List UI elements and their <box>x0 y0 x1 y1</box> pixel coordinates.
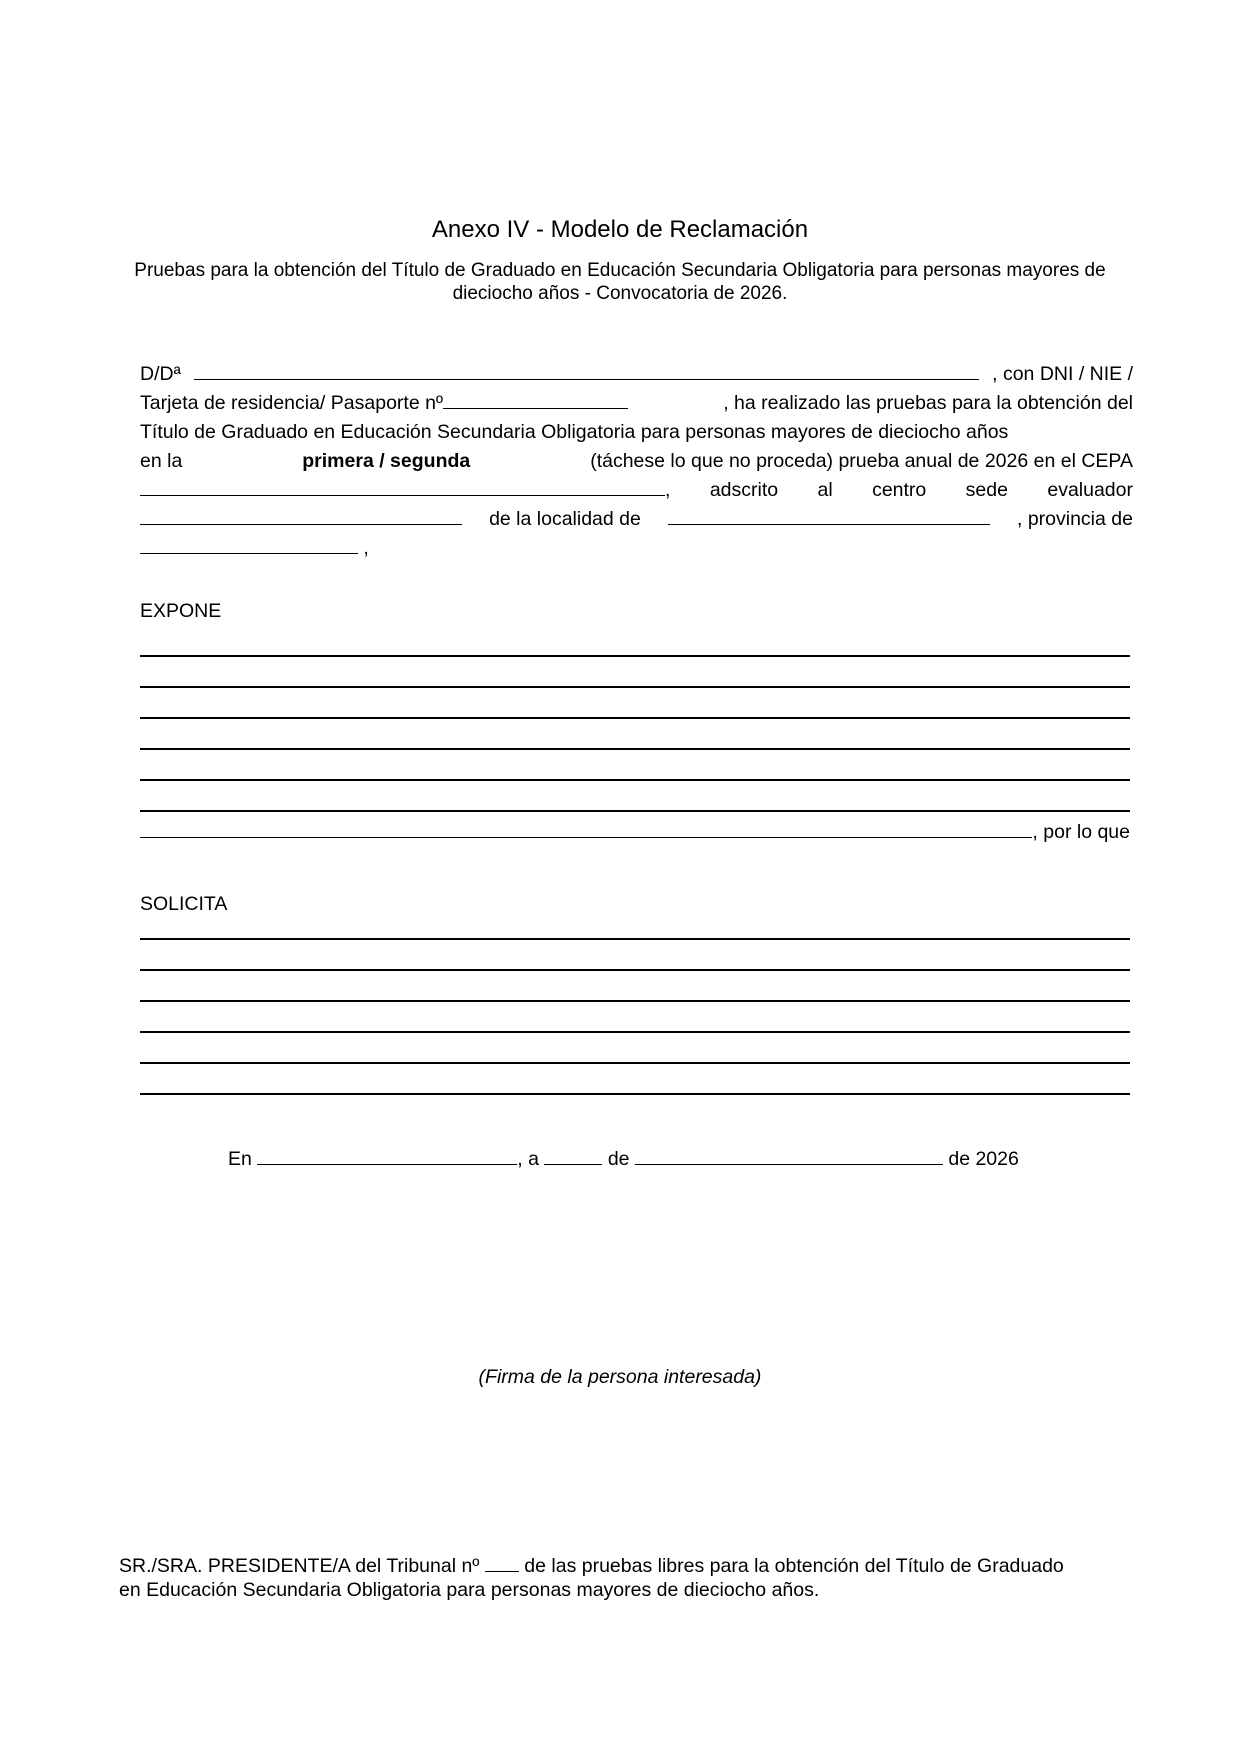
de-label: de <box>607 1148 630 1170</box>
expone-last-line <box>140 821 1130 844</box>
tachese-label: (táchese lo que no proceda) prueba anual de 2026 en el CEPA <box>590 450 1133 472</box>
place-field[interactable] <box>257 1148 517 1165</box>
solicita-label: SOLICITA <box>140 893 228 915</box>
tribunal-number-field[interactable] <box>485 1555 519 1572</box>
en-la-label: en la <box>140 450 183 472</box>
expone-line[interactable] <box>140 748 1130 750</box>
intro-line-7 <box>140 534 1133 563</box>
addressee-suffix: de las pruebas libres para la obtención del Título de Graduado <box>524 1555 1064 1577</box>
expone-label: EXPONE <box>140 600 222 622</box>
centro-sede-field[interactable] <box>140 508 462 525</box>
addressee-block <box>119 1554 1159 1602</box>
day-field[interactable] <box>544 1148 602 1165</box>
tarjeta-label: Tarjeta de residencia/ Pasaporte nº <box>140 392 444 414</box>
intro-paragraph <box>140 360 1133 563</box>
en-label: En <box>228 1148 252 1170</box>
ha-realizado-label: , ha realizado las pruebas para la obtención del <box>723 392 1133 414</box>
intro-line-6 <box>140 505 1133 534</box>
cepa-field[interactable] <box>140 479 665 496</box>
expone-line[interactable] <box>140 686 1130 688</box>
solicita-line[interactable] <box>140 1000 1130 1002</box>
localidad-field[interactable] <box>668 508 990 525</box>
solicita-line[interactable] <box>140 969 1130 971</box>
solicita-line[interactable] <box>140 1031 1130 1033</box>
por-lo-que-label: , por lo que <box>1032 821 1130 843</box>
provincia-field[interactable] <box>140 537 358 554</box>
addressee-line-1 <box>119 1554 1159 1578</box>
provincia-label: , provincia de <box>1016 508 1133 530</box>
intro-line-5 <box>140 476 1133 505</box>
intro-line-4 <box>140 447 1133 476</box>
solicita-line[interactable] <box>140 1062 1130 1064</box>
expone-line[interactable] <box>140 655 1130 657</box>
intro-line-1 <box>140 360 1133 389</box>
document-title: Anexo IV - Modelo de Reclamación <box>431 216 809 243</box>
a-label: , a <box>517 1148 539 1170</box>
month-field[interactable] <box>635 1148 943 1165</box>
addressee-line-2: en Educación Secundaria Obligatoria para personas mayores de dieciocho años. <box>119 1579 820 1601</box>
addressee-prefix: SR./SRA. PRESIDENTE/A del Tribunal nº <box>119 1555 480 1577</box>
name-field[interactable] <box>194 363 979 380</box>
intro-line-2 <box>140 389 1133 418</box>
signature-caption: (Firma de la persona interesada) <box>478 1366 762 1388</box>
intro-line-3-text: Título de Graduado en Educación Secundaria Obligatoria para personas mayores de dieciocho años <box>140 421 1009 443</box>
expone-line[interactable] <box>140 810 1130 812</box>
expone-line[interactable] <box>140 717 1130 719</box>
intro-line-3 <box>140 418 1133 447</box>
date-line <box>228 1148 1019 1171</box>
con-dni-label: , con DNI / NIE / <box>992 363 1133 385</box>
document-subtitle: Pruebas para la obtención del Título de Graduado en Educación Secundaria Obligatoria para personas mayores de dieciocho años - Convocatoria de 2026. <box>134 260 1106 304</box>
expone-line[interactable] <box>140 779 1130 781</box>
solicita-line[interactable] <box>140 1093 1130 1095</box>
primera-segunda-option[interactable]: primera / segunda <box>302 450 471 472</box>
localidad-label: de la localidad de <box>489 508 641 530</box>
document-number-group <box>140 389 628 418</box>
year-label: de 2026 <box>948 1148 1019 1170</box>
solicita-line[interactable] <box>140 938 1130 940</box>
document-number-field[interactable] <box>443 392 628 409</box>
adscrito-label: , adscrito al centro sede evaluador <box>665 479 1133 501</box>
expone-line[interactable] <box>140 821 1032 838</box>
trailing-comma: , <box>363 537 369 559</box>
dd-label: D/Dª <box>140 363 181 385</box>
